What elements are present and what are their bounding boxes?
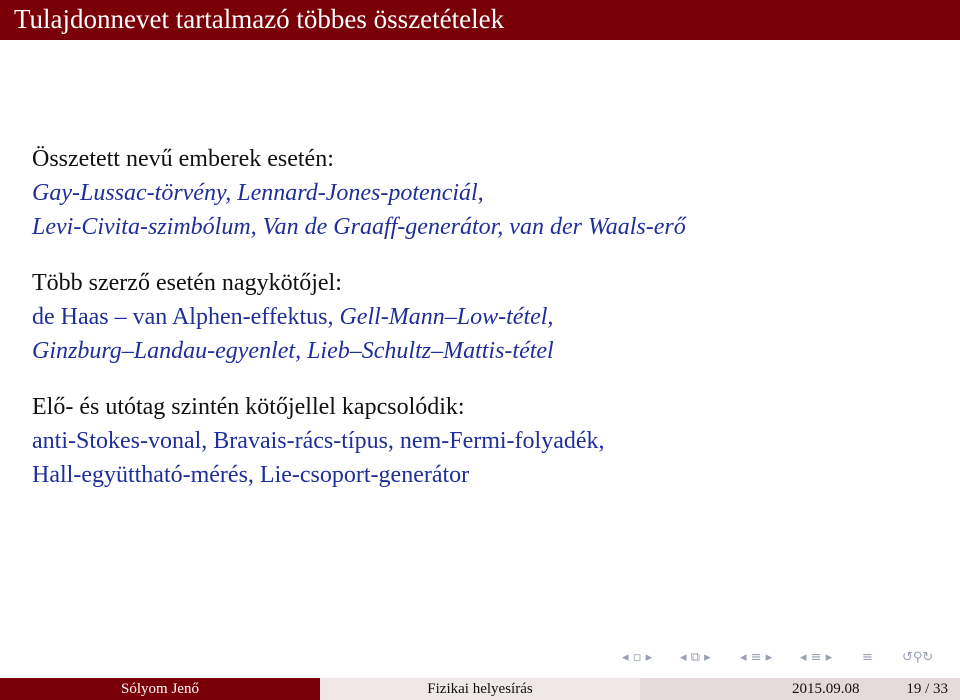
- section-heading: Több szerző esetén nagykötőjel:: [32, 270, 342, 296]
- footer-date: 2015.09.08: [792, 681, 860, 697]
- slide-title: Tulajdonnevet tartalmazó többes összetételek: [14, 4, 505, 34]
- nav-search-icon[interactable]: ↺⚲↻: [902, 650, 934, 665]
- footer-right: [640, 678, 960, 700]
- beamer-navigation: [622, 650, 952, 672]
- section-prefix-suffix: [32, 390, 932, 492]
- footer-title: Fizikai helyesírás: [320, 678, 640, 700]
- section-multiple-authors: [32, 266, 932, 368]
- nav-subsection-icon[interactable]: ◂ ≡ ▸: [800, 650, 833, 665]
- example-gell-mann: Gell-Mann–Low-tétel,: [339, 304, 554, 330]
- nav-section-icon[interactable]: ◂ ≡ ▸: [740, 650, 773, 665]
- example-de-haas: de Haas – van Alphen-effektus,: [32, 304, 340, 330]
- section-heading: Összetett nevű emberek esetén:: [32, 146, 334, 172]
- section-heading: Elő- és utótag szintén kötőjellel kapcsolódik:: [32, 394, 465, 420]
- example-line: Gay-Lussac-törvény, Lennard-Jones-potenciál,: [32, 180, 484, 206]
- nav-slide-icon[interactable]: ◂ ▫ ▸: [622, 650, 653, 665]
- footer-author: Sólyom Jenő: [0, 678, 320, 700]
- title-bar: [0, 0, 960, 40]
- slide-content: [32, 142, 932, 514]
- footer: [0, 678, 960, 700]
- example-line: anti-Stokes-vonal, Bravais-rács-típus, nem-Fermi-folyadék,: [32, 428, 605, 454]
- nav-frame-icon[interactable]: ◂ ⧉ ▸: [680, 650, 711, 665]
- nav-align-icon[interactable]: ≡: [862, 650, 873, 665]
- example-line: Ginzburg–Landau-egyenlet, Lieb–Schultz–Mattis-tétel: [32, 338, 554, 364]
- example-line: [32, 300, 932, 334]
- footer-page-number: 19 / 33: [906, 681, 948, 697]
- section-compound-names: [32, 142, 932, 244]
- example-line: Levi-Civita-szimbólum, Van de Graaff-generátor, van der Waals-erő: [32, 214, 686, 240]
- example-line: Hall-együttható-mérés, Lie-csoport-generátor: [32, 462, 470, 488]
